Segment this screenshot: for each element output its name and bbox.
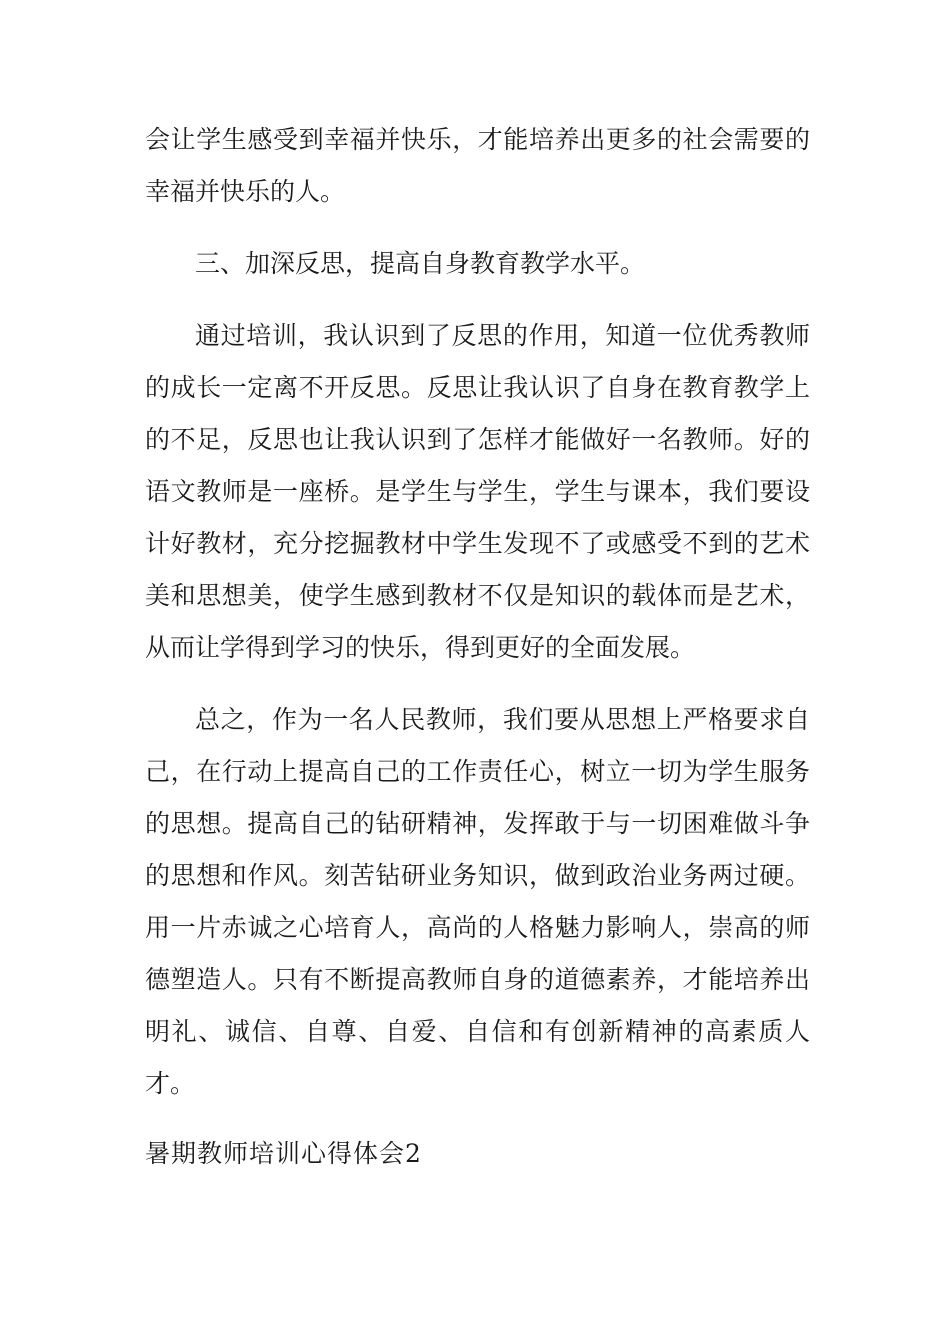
next-article-title: 暑期教师培训心得体会2	[145, 1139, 422, 1168]
document-body	[145, 114, 810, 1180]
paragraph-reflection: 通过培训，我认识到了反思的作用，知道一位优秀教师的成长一定离不开反思。反思让我认识了自身在教育教学上的不足，反思也让我认识到了怎样才能做好一名教师。好的语文教师是一座桥。是学生与学生，学生与课本，我们要设计好教材，充分挖掘教材中学生发现不了或感受不到的艺术美和思想美，使学生感到教材不仅是知识的载体而是艺术，从而让学得到学习的快乐，得到更好的全面发展。	[145, 321, 810, 662]
section-heading-reflection: 三、加深反思，提高自身教育教学水平。	[195, 249, 646, 278]
paragraph-continuation: 会让学生感受到幸福并快乐，才能培养出更多的社会需要的幸福并快乐的人。	[145, 125, 810, 206]
paragraph-conclusion: 总之，作为一名人民教师，我们要从思想上严格要求自己，在行动上提高自己的工作责任心，树立一切为学生服务的思想。提高自己的钻研精神，发挥敢于与一切困难做斗争的思想和作风。刻苦钻研业务知识，做到政治业务两过硬。用一片赤诚之心培育人，高尚的人格魅力影响人，崇高的师德塑造人。只有不断提高教师自身的道德素养，才能培养出明礼、诚信、自尊、自爱、自信和有创新精神的高素质人才。	[145, 705, 810, 1098]
